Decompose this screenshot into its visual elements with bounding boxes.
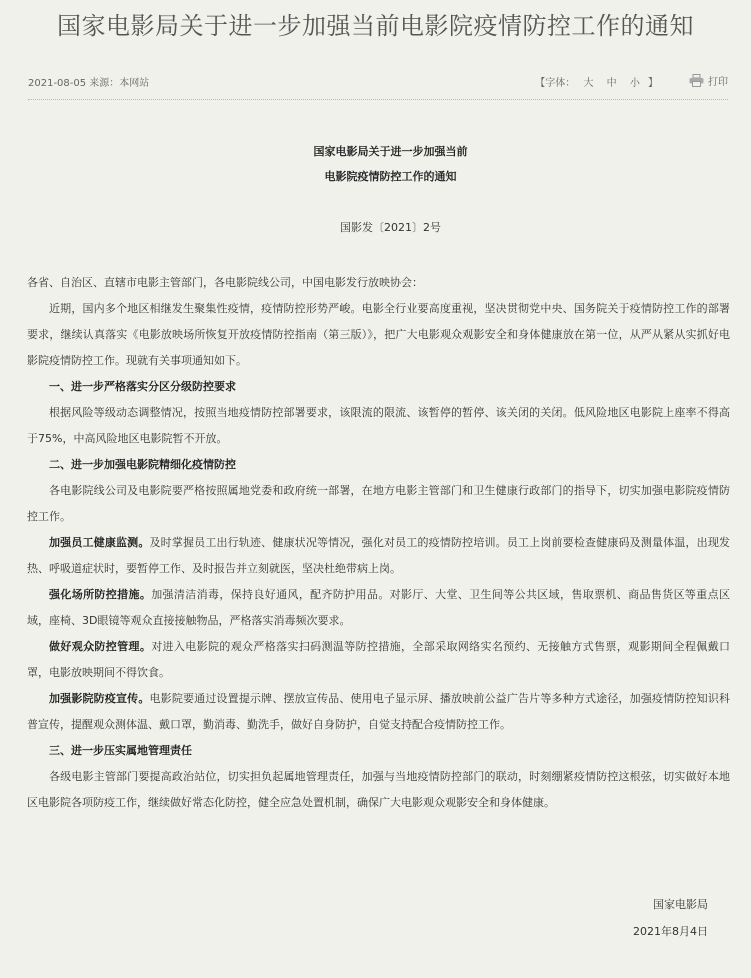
print-label: 打印 (708, 77, 728, 88)
salutation: 各省、自治区、直辖市电影主管部门，各电影院线公司，中国电影发行放映协会： (27, 276, 423, 289)
font-size-large-button[interactable]: 大 (583, 78, 594, 89)
section3-body: 各级电影主管部门要提高政治站位，切实担负起属地管理责任，加强与当地疫情防控部门的联动，时刻绷紧疫情防控这根弦，切实做好本地区电影院各项防疫工作，继续做好常态化防控，健全应急处置机制，确保广大电影观众观影安全和身体健康。 (27, 770, 730, 809)
item1-body: 及时掌握员工出行轨迹、健康状况等情况，强化对员工的疫情防控培训。员工上岗前要检查健康码及测量体温，出现发热、呼吸道症状时，要暂停工作、及时报告并立刻就医，坚决杜绝带病上岗。 (27, 536, 730, 575)
section1-title: 一、进一步严格落实分区分级防控要求 (49, 380, 236, 393)
signature-date: 2021年8月4日 (633, 925, 708, 938)
item3-paragraph (27, 634, 730, 686)
print-button[interactable] (689, 73, 728, 88)
article-meta-bar (28, 72, 728, 90)
item4-lead: 加强影院防疫宣传。 (49, 692, 150, 705)
font-size-medium-button[interactable]: 中 (606, 78, 617, 89)
item2-paragraph (27, 582, 730, 634)
section2-title: 二、进一步加强电影院精细化疫情防控 (49, 458, 236, 471)
item3-lead: 做好观众防控管理。 (49, 640, 152, 653)
section2-body: 各电影院线公司及电影院要严格按照属地党委和政府统一部署，在地方电影主管部门和卫生健康行政部门的指导下，切实加强电影院疫情防控工作。 (27, 484, 730, 523)
document-heading-line1: 国家电影局关于进一步加强当前 (313, 145, 468, 158)
item1-lead: 加强员工健康监测。 (49, 536, 150, 549)
document-heading-line2: 电影院疫情防控工作的通知 (324, 170, 457, 183)
signature-org: 国家电影局 (653, 898, 708, 911)
document-number: 国影发〔2021〕2号 (340, 221, 441, 234)
item4-body: 电影院要通过设置提示牌、摆放宣传品、使用电子显示屏、播放映前公益广告片等多种方式途径，加强疫情防控知识科普宣传，提醒观众测体温、戴口罩，勤消毒、勤洗手，做好自身防护，自觉支持配合疫情防控工作。 (27, 692, 730, 731)
section3-title: 三、进一步压实属地管理责任 (49, 744, 192, 757)
document-body (27, 270, 730, 816)
divider (28, 99, 728, 100)
printer-icon (689, 74, 704, 87)
item2-body: 加强清洁消毒，保持良好通风，配齐防护用品。对影厅、大堂、卫生间等公共区域，售取票机、商品售货区等重点区域，座椅、3D眼镜等观众直接接触物品，严格落实消毒频次要求。 (27, 588, 730, 627)
font-size-control (535, 74, 658, 89)
intro-paragraph: 近期，国内多个地区相继发生聚集性疫情，疫情防控形势严峻。电影全行业要高度重视，坚决贯彻党中央、国务院关于疫情防控工作的部署要求，继续认真落实《电影放映场所恢复开放疫情防控指南（第三版）》，把广大电影观众观影安全和身体健康放在第一位，从严从紧从实抓好电影院疫情防控工作。现就有关事项通知如下。 (27, 302, 730, 367)
item2-lead: 强化场所防控措施。 (49, 588, 152, 601)
font-size-close-bracket: 】 (648, 78, 658, 89)
date-source: 2021-08-05 来源：本网站 (28, 78, 150, 89)
page-title: 国家电影局关于进一步加强当前电影院疫情防控工作的通知 (57, 12, 694, 40)
item3-body: 对进入电影院的观众严格落实扫码测温等防控措施，全部采取网络实名预约、无接触方式售票，观影期间全程佩戴口罩，电影放映期间不得饮食。 (27, 640, 730, 679)
item1-paragraph (27, 530, 730, 582)
item4-paragraph (27, 686, 730, 738)
font-size-small-button[interactable]: 小 (629, 78, 640, 89)
font-size-label: 【字体： (535, 78, 576, 89)
section1-body: 根据风险等级动态调整情况，按照当地疫情防控部署要求，该限流的限流、该暂停的暂停、该关闭的关闭。低风险地区电影院上座率不得高于75%，中高风险地区电影院暂不开放。 (27, 406, 730, 445)
